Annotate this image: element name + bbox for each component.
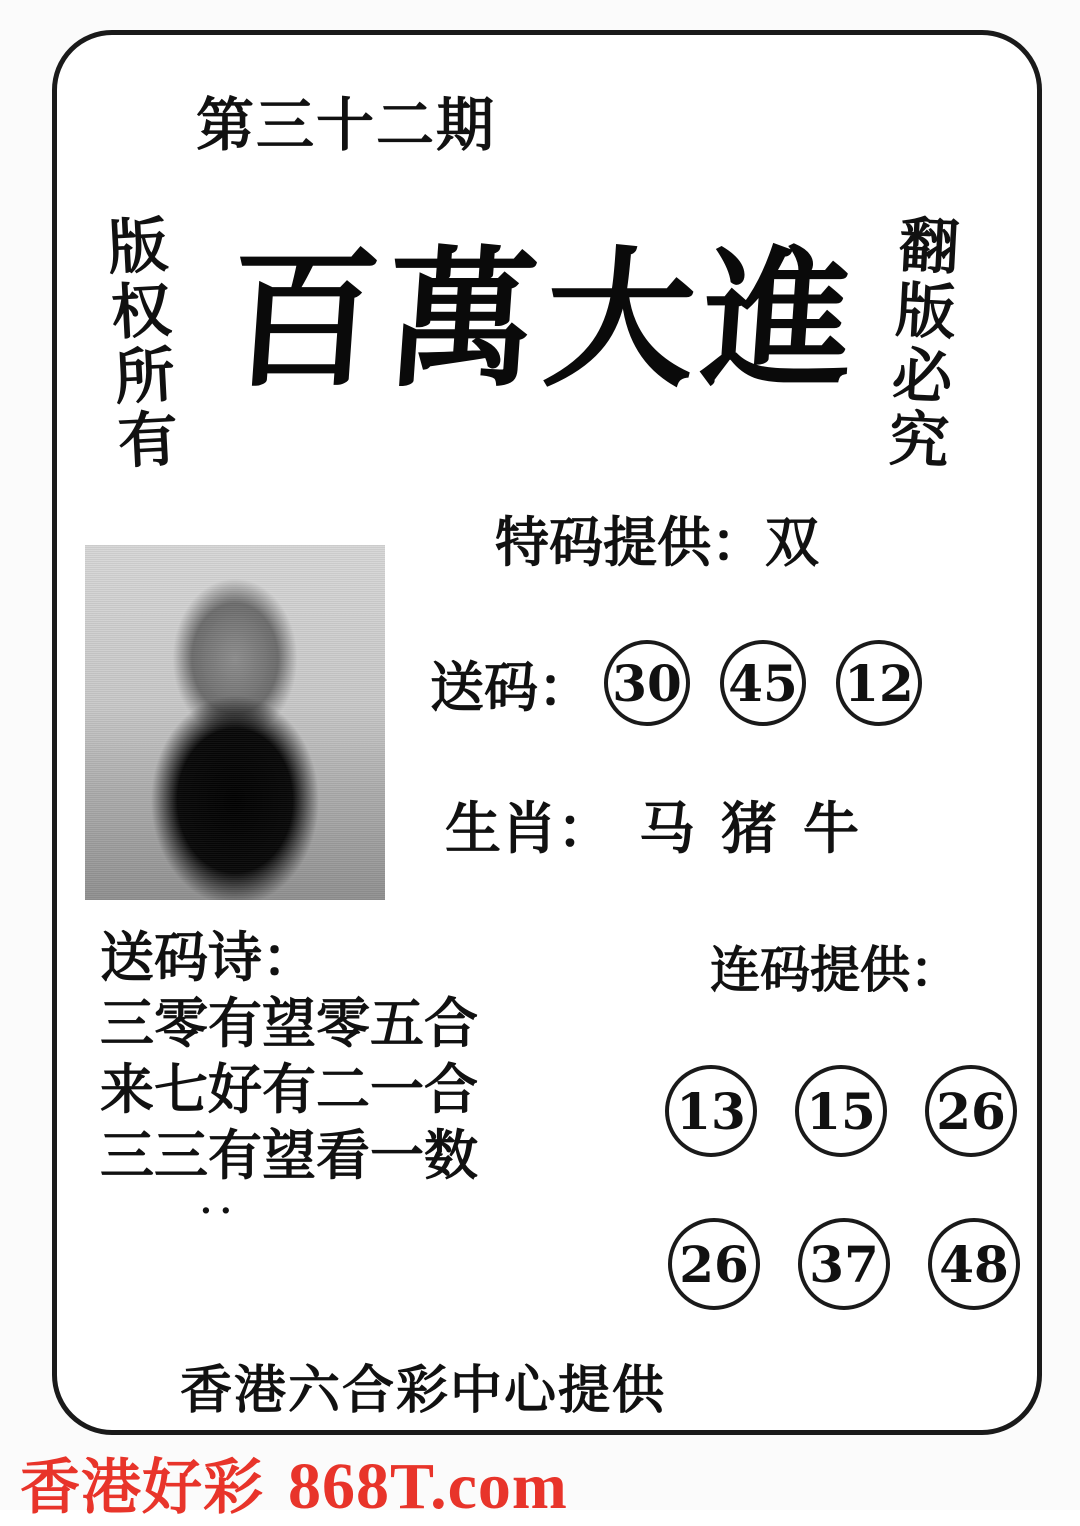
special-code-line: 特码提供：双 [495, 510, 819, 574]
copyright-right-char-3: 必 [890, 340, 955, 414]
poem-dots: .. [200, 1181, 240, 1222]
copyright-left-column [93, 210, 192, 478]
copyright-right-char-4: 究 [887, 404, 951, 478]
lian-ball-2: 15 [795, 1065, 887, 1157]
page-title: 百萬大進 [222, 232, 868, 408]
poem-line-2: 来七好有二一合 [100, 1056, 478, 1121]
lian-code-row-2 [668, 1218, 1020, 1310]
footer-note: 香港六合彩中心提供 [180, 1360, 667, 1421]
lian-code-title: 连码提供： [710, 940, 960, 999]
lian-ball-6: 48 [928, 1218, 1020, 1310]
copyright-left-char-2: 权 [109, 275, 174, 349]
send-code-ball-1: 30 [604, 640, 690, 726]
poem-line-1: 三零有望零五合 [100, 990, 478, 1055]
zodiac-value-3: 牛 [803, 796, 859, 862]
issue-number: 第三十二期 [196, 91, 497, 159]
copyright-left-char-1: 版 [106, 210, 170, 284]
zodiac-row [445, 785, 885, 865]
lian-ball-5: 37 [798, 1218, 890, 1310]
brand-watermark [20, 1440, 568, 1526]
copyright-left-char-4: 有 [116, 404, 180, 478]
copyright-right-char-2: 版 [893, 275, 958, 349]
poem-block [100, 925, 478, 1222]
copyright-right-column [873, 210, 974, 478]
brand-name-en: 868T.com [288, 1450, 568, 1523]
portrait-photo [85, 545, 385, 900]
send-code-label: 送码： [430, 654, 592, 719]
zodiac-value-2: 猪 [721, 796, 777, 862]
lian-ball-1: 13 [665, 1065, 757, 1157]
zodiac-value-1: 马 [639, 796, 695, 862]
copyright-right-char-1: 翻 [897, 210, 961, 284]
zodiac-label: 生肖： [445, 796, 613, 862]
send-code-ball-3: 12 [836, 640, 922, 726]
brand-name-cn: 香港好彩 [20, 1453, 264, 1523]
poem-line-3: 三三有望看一数 [100, 1122, 478, 1187]
poem-title: 送码诗： [100, 925, 316, 989]
lian-code-row-1 [665, 1065, 1017, 1157]
copyright-left-char-3: 所 [112, 340, 177, 414]
lian-ball-3: 26 [925, 1065, 1017, 1157]
lian-ball-4: 26 [668, 1218, 760, 1310]
send-code-row [430, 640, 940, 726]
send-code-ball-2: 45 [720, 640, 806, 726]
